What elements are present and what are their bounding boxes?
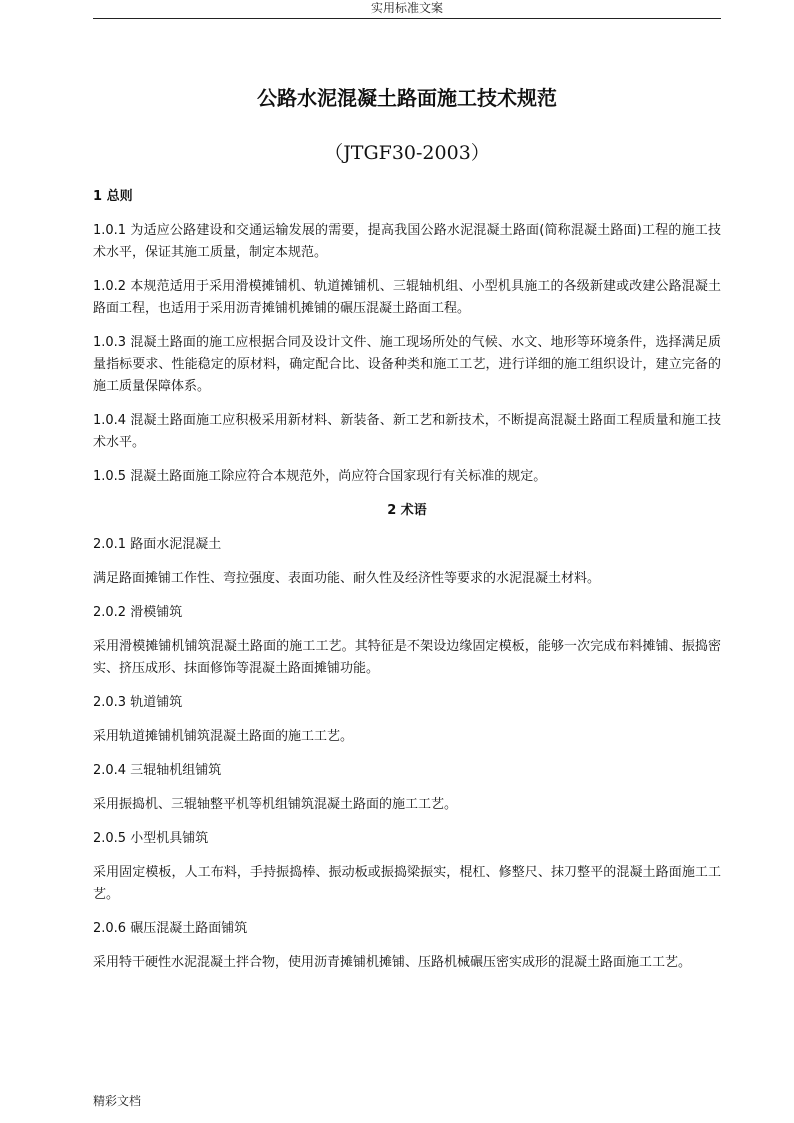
term-2-0-5-definition: 采用固定模板，人工布料，手持振捣棒、振动板或振捣梁振实，棍杠、修整尺、抹刀整平的混凝土路面施工工艺。 bbox=[93, 865, 721, 902]
document-body bbox=[93, 186, 721, 986]
clause-1-0-4: 1.0.4 混凝土路面施工应积极采用新材料、新装备、新工艺和新技术，不断提高混凝土路面工程质量和施工技术水平。 bbox=[93, 413, 721, 450]
section-heading-terms: 2 术语 bbox=[387, 503, 427, 518]
document-code: （JTGF30-2003） bbox=[324, 142, 490, 164]
page-header: 实用标准文案 bbox=[93, 0, 721, 19]
page-footer: 精彩文档 bbox=[93, 1094, 142, 1108]
term-2-0-2-definition: 采用滑模摊铺机铺筑混凝土路面的施工工艺。其特征是不架设边缘固定模板，能够一次完成布料摊铺、振捣密实、挤压成形、抹面修饰等混凝土路面摊铺功能。 bbox=[93, 639, 721, 676]
document-title: 公路水泥混凝土路面施工技术规范 bbox=[257, 86, 557, 110]
term-2-0-3-definition: 采用轨道摊铺机铺筑混凝土路面的施工工艺。 bbox=[93, 729, 354, 744]
term-2-0-1-definition: 满足路面摊铺工作性、弯拉强度、表面功能、耐久性及经济性等要求的水泥混凝土材料。 bbox=[93, 571, 601, 586]
term-2-0-3-title: 2.0.3 轨道铺筑 bbox=[93, 695, 183, 710]
term-2-0-4-definition: 采用振捣机、三辊轴整平机等机组铺筑混凝土路面的施工工艺。 bbox=[93, 797, 458, 812]
term-2-0-6-title: 2.0.6 碾压混凝土路面铺筑 bbox=[93, 921, 248, 936]
clause-1-0-2: 1.0.2 本规范适用于采用滑模摊铺机、轨道摊铺机、三辊轴机组、小型机具施工的各级新建或改建公路混凝土路面工程，也适用于采用沥青摊铺机摊铺的碾压混凝土路面工程。 bbox=[93, 279, 721, 316]
section-heading-general: 1 总则 bbox=[93, 189, 133, 204]
term-2-0-6-definition: 采用特干硬性水泥混凝土拌合物，使用沥青摊铺机摊铺、压路机械碾压密实成形的混凝土路面施工工艺。 bbox=[93, 955, 692, 970]
term-2-0-5-title: 2.0.5 小型机具铺筑 bbox=[93, 831, 209, 846]
term-2-0-1-title: 2.0.1 路面水泥混凝土 bbox=[93, 537, 222, 552]
clause-1-0-3: 1.0.3 混凝土路面的施工应根据合同及设计文件、施工现场所处的气候、水文、地形等环境条件，选择满足质量指标要求、性能稳定的原材料，确定配合比、设备种类和施工工艺，进行详细的施工组织设计，建立完备的施工质量保障体系。 bbox=[93, 335, 721, 394]
clause-1-0-1: 1.0.1 为适应公路建设和交通运输发展的需要，提高我国公路水泥混凝土路面(简称混凝土路面)工程的施工技术水平，保证其施工质量，制定本规范。 bbox=[93, 223, 721, 260]
term-2-0-2-title: 2.0.2 滑模铺筑 bbox=[93, 605, 183, 620]
term-2-0-4-title: 2.0.4 三辊轴机组铺筑 bbox=[93, 763, 222, 778]
clause-1-0-5: 1.0.5 混凝土路面施工除应符合本规范外，尚应符合国家现行有关标准的规定。 bbox=[93, 469, 547, 484]
